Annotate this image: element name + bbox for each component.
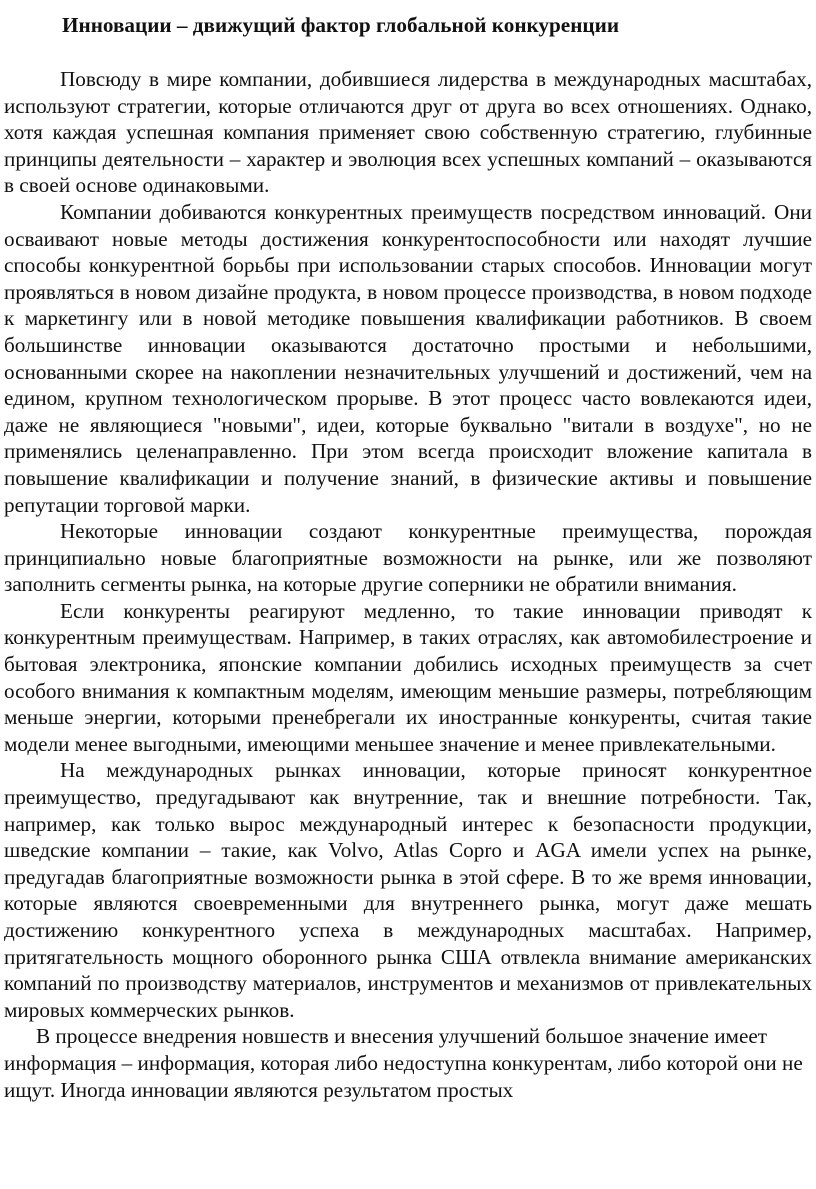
paragraph-5: На международных рынках инновации, которые приносят конкурентное преимущество, предугадывают как внутренние, так и внешние потребности. Так, например, как только вырос международный интерес к безопасности продукции, шведские компании – такие, как Volvo, Atlas Copro и AGA имели успех на рынке, предугадав благоприятные возможности рынка в этой сфере. В то же время инновации, которые являются своевременными для внутреннего рынка, могут даже мешать достижению конкурентного успеха в международных масштабах. Например, притягательность мощного оборонного рынка США отвлекла внимание американских компаний по производству материалов, инструментов и механизмов от привлекательных мировых коммерческих рынков. [4,758,812,1022]
paragraph-2: Компании добиваются конкурентных преимуществ посредством инноваций. Они осваивают новые методы достижения конкурентоспособности или находят лучшие способы конкурентной борьбы при использовании старых способов. Инновации могут проявляться в новом дизайне продукта, в новом процессе производства, в новом подходе к маркетингу или в новой методике повышения квалификации работников. В своем большинстве инновации оказываются достаточно простыми и небольшими, основанными скорее на накоплении незначительных улучшений и достижений, чем на едином, крупном технологическом прорыве. В этот процесс часто вовлекаются идеи, даже не являющиеся "новыми", идеи, которые буквально "витали в воздухе", но не применялись целенаправленно. При этом всегда происходит вложение капитала в повышение квалификации и получение знаний, в физические активы и повышение репутации торговой марки. [4,199,812,517]
paragraph-1: Повсюду в мире компании, добившиеся лидерства в международных масштабах, используют стратегии, которые отличаются друг от друга во всех отношениях. Однако, хотя каждая успешная компания применяет свою собственную стратегию, глубинные принципы деятельности – характер и эволюция всех успешных компаний – оказываются в своей основе одинаковыми. [4,67,812,198]
paragraph-6: В процессе внедрения новшеств и внесения улучшений большое значение имеет информация – информация, которая либо недоступна конкурентам, либо которой они не ищут. Иногда инновации являются результатом простых [4,1024,803,1102]
document-title: Инновации – движущий фактор глобальной конкуренции [62,13,620,37]
paragraph-4: Если конкуренты реагируют медленно, то такие инновации приводят к конкурентным преимуществам. Например, в таких отраслях, как автомобилестроение и бытовая электроника, японские компании добились исходных преимуществ за счет особого внимания к компактным моделям, имеющим меньшие размеры, потребляющим меньше энергии, которыми пренебрегали их иностранные конкуренты, считая такие модели менее выгодными, имеющими меньшее значение и менее привлекательными. [4,598,812,756]
paragraph-3: Некоторые инновации создают конкурентные преимущества, порождая принципиально новые благоприятные возможности на рынке, или же позволяют заполнить сегменты рынка, на которые другие соперники не обратили внимания. [4,519,812,597]
